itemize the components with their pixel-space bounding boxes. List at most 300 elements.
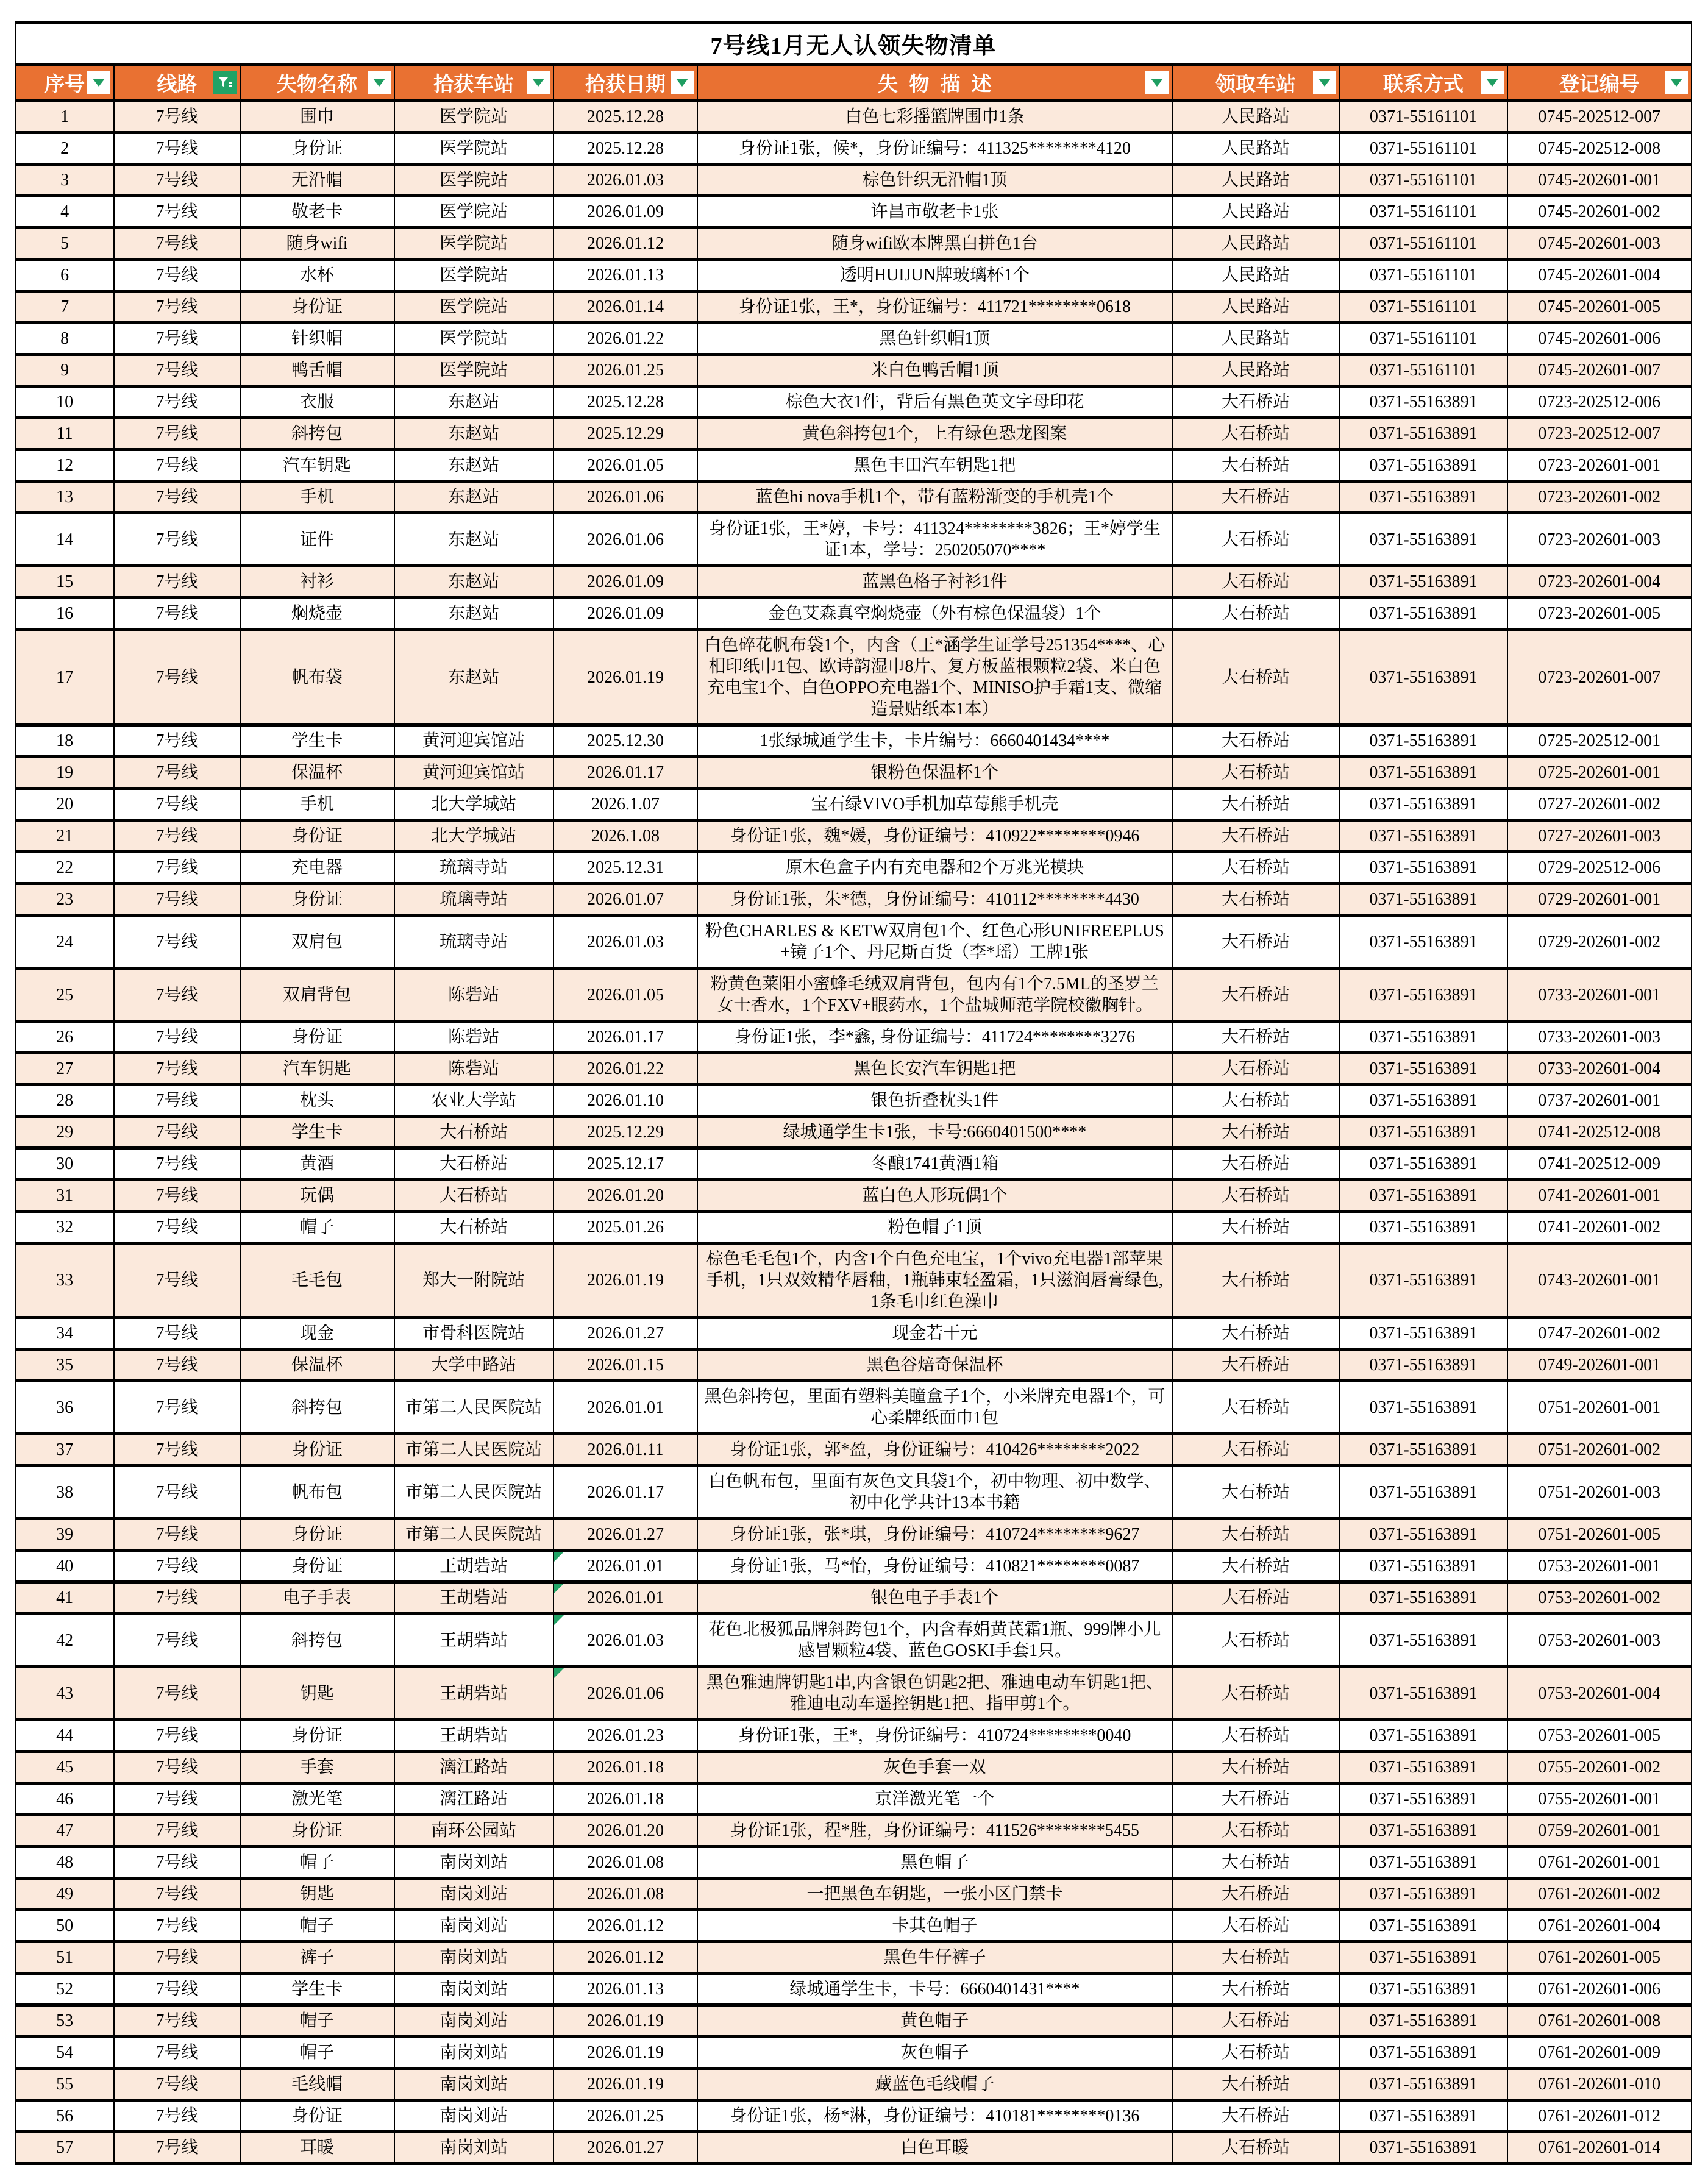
cell-line: 7号线 <box>114 1910 240 1942</box>
cell-serial: 11 <box>15 418 114 450</box>
col-header-registration-no: 登记编号 <box>1507 65 1692 101</box>
cell-registration-no: 0723-202601-003 <box>1507 513 1692 566</box>
cell-found-date: 2026.01.19 <box>553 2005 698 2037</box>
cell-serial: 26 <box>15 1022 114 1053</box>
chevron-down-icon <box>676 79 688 87</box>
lost-items-table <box>15 21 1692 2165</box>
table-row <box>15 133 1692 165</box>
cell-item-name: 学生卡 <box>240 725 394 757</box>
cell-serial: 42 <box>15 1614 114 1667</box>
cell-contact: 0371-55163891 <box>1340 884 1507 915</box>
cell-contact: 0371-55161101 <box>1340 101 1507 133</box>
cell-description: 蓝色hi nova手机1个，带有蓝粉渐变的手机壳1个 <box>697 482 1172 513</box>
cell-item-name: 耳暖 <box>240 2132 394 2164</box>
cell-description: 银粉色保温杯1个 <box>697 757 1172 789</box>
cell-description: 身份证1张，程*胜，身份证编号：411526********5455 <box>697 1815 1172 1847</box>
page-title: 7号线1月无人认领失物清单 <box>710 34 997 59</box>
cell-found-station: 医学院站 <box>394 355 553 386</box>
cell-found-station: 南岗刘站 <box>394 2069 553 2100</box>
cell-contact: 0371-55163891 <box>1340 1667 1507 1720</box>
cell-description: 黄色斜挎包1个，上有绿色恐龙图案 <box>697 418 1172 450</box>
col-header-line: 线路 <box>114 65 240 101</box>
cell-found-date: 2025.12.28 <box>553 101 698 133</box>
cell-description: 花色北极狐品牌斜跨包1个，内含春娟黄芪霜1瓶、999牌小儿感冒颗粒4袋、蓝色GOSKI手套1只。 <box>697 1614 1172 1667</box>
cell-line: 7号线 <box>114 725 240 757</box>
table-row <box>15 1582 1692 1614</box>
cell-item-name: 电子手表 <box>240 1582 394 1614</box>
cell-description: 现金若干元 <box>697 1318 1172 1349</box>
table-row <box>15 1180 1692 1212</box>
cell-contact: 0371-55163891 <box>1340 969 1507 1022</box>
table-row <box>15 2132 1692 2164</box>
cell-description: 白色帆布包，里面有灰色文具袋1个，初中物理、初中数学、初中化学共计13本书籍 <box>697 1466 1172 1519</box>
cell-registration-no: 0761-202601-009 <box>1507 2037 1692 2069</box>
cell-pickup-station: 人民路站 <box>1172 355 1340 386</box>
table-row <box>15 450 1692 482</box>
cell-serial: 44 <box>15 1720 114 1752</box>
cell-line: 7号线 <box>114 884 240 915</box>
cell-item-name: 现金 <box>240 1318 394 1349</box>
cell-registration-no: 0729-202512-006 <box>1507 852 1692 884</box>
cell-item-name: 学生卡 <box>240 1117 394 1148</box>
cell-found-date: 2026.01.03 <box>553 915 698 969</box>
cell-contact: 0371-55163891 <box>1340 1815 1507 1847</box>
cell-contact: 0371-55163891 <box>1340 418 1507 450</box>
cell-description: 一把黑色车钥匙，一张小区门禁卡 <box>697 1879 1172 1910</box>
cell-line: 7号线 <box>114 1117 240 1148</box>
cell-pickup-station: 大石桥站 <box>1172 1815 1340 1847</box>
cell-contact: 0371-55163891 <box>1340 1847 1507 1879</box>
cell-line: 7号线 <box>114 2005 240 2037</box>
cell-found-date: 2025.12.28 <box>553 386 698 418</box>
cell-description: 棕色大衣1件，背后有黑色英文字母印花 <box>697 386 1172 418</box>
col-header-found-date: 拾获日期 <box>553 65 698 101</box>
cell-item-name: 玩偶 <box>240 1180 394 1212</box>
cell-found-date: 2026.01.15 <box>553 1349 698 1381</box>
cell-line: 7号线 <box>114 566 240 598</box>
cell-line: 7号线 <box>114 133 240 165</box>
cell-registration-no: 0727-202601-002 <box>1507 789 1692 820</box>
cell-serial: 30 <box>15 1148 114 1180</box>
cell-contact: 0371-55163891 <box>1340 566 1507 598</box>
cell-line: 7号线 <box>114 196 240 228</box>
cell-registration-no: 0745-202601-006 <box>1507 323 1692 355</box>
title-row <box>15 23 1692 65</box>
cell-serial: 6 <box>15 260 114 291</box>
cell-pickup-station: 大石桥站 <box>1172 1243 1340 1318</box>
cell-found-station: 医学院站 <box>394 228 553 260</box>
cell-line: 7号线 <box>114 1847 240 1879</box>
cell-contact: 0371-55163891 <box>1340 1879 1507 1910</box>
cell-item-name: 帽子 <box>240 1910 394 1942</box>
cell-line: 7号线 <box>114 1783 240 1815</box>
cell-registration-no: 0723-202512-007 <box>1507 418 1692 450</box>
filter-active-line[interactable] <box>213 71 237 94</box>
table-row <box>15 386 1692 418</box>
cell-found-station: 南岗刘站 <box>394 1910 553 1942</box>
filter-dropdown-item-name[interactable] <box>368 71 391 94</box>
cell-pickup-station: 大石桥站 <box>1172 1212 1340 1243</box>
cell-found-station: 东赵站 <box>394 418 553 450</box>
cell-line: 7号线 <box>114 2100 240 2132</box>
cell-pickup-station: 大石桥站 <box>1172 969 1340 1022</box>
col-header-pickup-station: 领取车站 <box>1172 65 1340 101</box>
cell-serial: 8 <box>15 323 114 355</box>
cell-found-station: 大石桥站 <box>394 1117 553 1148</box>
cell-serial: 34 <box>15 1318 114 1349</box>
cell-contact: 0371-55163891 <box>1340 1942 1507 1974</box>
cell-line: 7号线 <box>114 1752 240 1783</box>
chevron-down-icon <box>1151 79 1163 87</box>
cell-line: 7号线 <box>114 165 240 196</box>
filter-dropdown-pickup-station[interactable] <box>1313 71 1336 94</box>
cell-item-name: 身份证 <box>240 2100 394 2132</box>
cell-found-station: 市第二人民医院站 <box>394 1381 553 1434</box>
cell-description: 身份证1张，李*鑫, 身份证编号：411724********3276 <box>697 1022 1172 1053</box>
cell-found-date: 2026.01.20 <box>553 1180 698 1212</box>
cell-found-date: 2026.01.06 <box>553 1667 698 1720</box>
cell-registration-no: 0751-202601-002 <box>1507 1434 1692 1466</box>
cell-description: 金色艾森真空焖烧壶（外有棕色保温袋）1个 <box>697 598 1172 630</box>
cell-serial: 25 <box>15 969 114 1022</box>
cell-serial: 33 <box>15 1243 114 1318</box>
filter-dropdown-registration-no[interactable] <box>1665 71 1688 94</box>
cell-pickup-station: 大石桥站 <box>1172 2132 1340 2164</box>
table-row <box>15 1815 1692 1847</box>
table-row <box>15 165 1692 196</box>
cell-found-station: 南环公园站 <box>394 1815 553 1847</box>
cell-registration-no: 0755-202601-002 <box>1507 1752 1692 1783</box>
cell-found-date: 2026.01.08 <box>553 1879 698 1910</box>
cell-description: 黑色斜挎包，里面有塑料美瞳盒子1个，小米牌充电器1个，可心柔牌纸面巾1包 <box>697 1381 1172 1434</box>
cell-serial: 24 <box>15 915 114 969</box>
table-row <box>15 725 1692 757</box>
cell-item-name: 黄酒 <box>240 1148 394 1180</box>
table-row <box>15 757 1692 789</box>
cell-found-station: 南岗刘站 <box>394 2037 553 2069</box>
cell-item-name: 衣服 <box>240 386 394 418</box>
cell-serial: 22 <box>15 852 114 884</box>
cell-contact: 0371-55163891 <box>1340 1974 1507 2005</box>
cell-serial: 57 <box>15 2132 114 2164</box>
cell-found-date: 2025.12.17 <box>553 1148 698 1180</box>
cell-description: 黑色帽子 <box>697 1847 1172 1879</box>
cell-pickup-station: 大石桥站 <box>1172 1582 1340 1614</box>
cell-found-date: 2026.01.25 <box>553 355 698 386</box>
cell-contact: 0371-55163891 <box>1340 1519 1507 1551</box>
cell-serial: 39 <box>15 1519 114 1551</box>
chevron-down-icon <box>1670 79 1682 87</box>
cell-contact: 0371-55161101 <box>1340 133 1507 165</box>
cell-found-date: 2026.01.27 <box>553 1519 698 1551</box>
cell-registration-no: 0723-202512-006 <box>1507 386 1692 418</box>
table-row <box>15 820 1692 852</box>
cell-found-date: 2026.01.12 <box>553 1910 698 1942</box>
cell-item-name: 衬衫 <box>240 566 394 598</box>
cell-line: 7号线 <box>114 915 240 969</box>
cell-found-station: 大石桥站 <box>394 1148 553 1180</box>
table-row <box>15 1847 1692 1879</box>
cell-description: 随身wifi欧本牌黑白拼色1台 <box>697 228 1172 260</box>
cell-registration-no: 0761-202601-005 <box>1507 1942 1692 1974</box>
cell-line: 7号线 <box>114 1879 240 1910</box>
cell-registration-no: 0729-202601-002 <box>1507 915 1692 969</box>
cell-item-name: 毛毛包 <box>240 1243 394 1318</box>
cell-line: 7号线 <box>114 1022 240 1053</box>
cell-found-station: 市骨科医院站 <box>394 1318 553 1349</box>
chevron-down-icon <box>1318 79 1331 87</box>
cell-found-station: 南岗刘站 <box>394 2005 553 2037</box>
cell-contact: 0371-55161101 <box>1340 228 1507 260</box>
cell-serial: 14 <box>15 513 114 566</box>
cell-registration-no: 0753-202601-001 <box>1507 1551 1692 1582</box>
cell-contact: 0371-55163891 <box>1340 2005 1507 2037</box>
cell-description: 宝石绿VIVO手机加草莓熊手机壳 <box>697 789 1172 820</box>
cell-contact: 0371-55161101 <box>1340 260 1507 291</box>
cell-pickup-station: 大石桥站 <box>1172 1910 1340 1942</box>
cell-contact: 0371-55163891 <box>1340 598 1507 630</box>
cell-description: 原木色盒子内有充电器和2个万兆光模块 <box>697 852 1172 884</box>
cell-found-date: 2026.01.06 <box>553 482 698 513</box>
cell-found-station: 大石桥站 <box>394 1212 553 1243</box>
cell-registration-no: 0733-202601-004 <box>1507 1053 1692 1085</box>
cell-found-station: 南岗刘站 <box>394 2100 553 2132</box>
cell-found-date: 2026.01.05 <box>553 450 698 482</box>
table-row <box>15 1720 1692 1752</box>
cell-serial: 17 <box>15 630 114 725</box>
cell-found-date: 2026.01.25 <box>553 2100 698 2132</box>
table-row <box>15 1212 1692 1243</box>
cell-line: 7号线 <box>114 1381 240 1434</box>
cell-pickup-station: 大石桥站 <box>1172 1349 1340 1381</box>
cell-registration-no: 0753-202601-005 <box>1507 1720 1692 1752</box>
table-row <box>15 2100 1692 2132</box>
cell-found-station: 黄河迎宾馆站 <box>394 757 553 789</box>
cell-pickup-station: 大石桥站 <box>1172 1519 1340 1551</box>
cell-found-date: 2026.1.07 <box>553 789 698 820</box>
table-row <box>15 2037 1692 2069</box>
cell-contact: 0371-55163891 <box>1340 1318 1507 1349</box>
cell-description: 粉黄色莱阳小蜜蜂毛绒双肩背包，包内有1个7.5ML的圣罗兰女士香水，1个FXV+眼药水，1个盐城师范学院校徽胸针。 <box>697 969 1172 1022</box>
funnel-icon <box>216 74 233 91</box>
cell-description: 身份证1张，王*，身份证编号：411721********0618 <box>697 291 1172 323</box>
cell-description: 透明HUIJUN牌玻璃杯1个 <box>697 260 1172 291</box>
cell-item-name: 身份证 <box>240 1551 394 1582</box>
table-row <box>15 260 1692 291</box>
cell-item-name: 无沿帽 <box>240 165 394 196</box>
cell-found-date: 2026.01.27 <box>553 2132 698 2164</box>
cell-contact: 0371-55163891 <box>1340 482 1507 513</box>
cell-registration-no: 0737-202601-001 <box>1507 1085 1692 1117</box>
cell-pickup-station: 人民路站 <box>1172 101 1340 133</box>
cell-found-date: 2026.01.13 <box>553 260 698 291</box>
cell-pickup-station: 大石桥站 <box>1172 513 1340 566</box>
cell-description: 绿城通学生卡1张，卡号:6660401500**** <box>697 1117 1172 1148</box>
cell-found-date: 2025.01.26 <box>553 1212 698 1243</box>
cell-found-station: 琉璃寺站 <box>394 915 553 969</box>
cell-found-station: 漓江路站 <box>394 1752 553 1783</box>
filter-dropdown-found-date[interactable] <box>671 71 694 94</box>
cell-item-name: 钥匙 <box>240 1667 394 1720</box>
cell-pickup-station: 大石桥站 <box>1172 1180 1340 1212</box>
cell-item-name: 保温杯 <box>240 1349 394 1381</box>
cell-item-name: 随身wifi <box>240 228 394 260</box>
cell-found-date: 2026.01.03 <box>553 1614 698 1667</box>
cell-line: 7号线 <box>114 1942 240 1974</box>
cell-serial: 52 <box>15 1974 114 2005</box>
cell-serial: 3 <box>15 165 114 196</box>
cell-line: 7号线 <box>114 1434 240 1466</box>
cell-item-name: 身份证 <box>240 1519 394 1551</box>
cell-found-station: 陈砦站 <box>394 969 553 1022</box>
filter-dropdown-contact[interactable] <box>1481 71 1504 94</box>
cell-serial: 50 <box>15 1910 114 1942</box>
cell-description: 身份证1张，朱*德，身份证编号：410112********4430 <box>697 884 1172 915</box>
cell-description: 白色耳暖 <box>697 2132 1172 2164</box>
cell-contact: 0371-55163891 <box>1340 450 1507 482</box>
cell-registration-no: 0745-202601-007 <box>1507 355 1692 386</box>
cell-serial: 36 <box>15 1381 114 1434</box>
filter-dropdown-found-station[interactable] <box>527 71 550 94</box>
cell-description: 身份证1张，张*琪，身份证编号：410724********9627 <box>697 1519 1172 1551</box>
cell-serial: 29 <box>15 1117 114 1148</box>
cell-description: 粉色CHARLES & KETW双肩包1个、红色心形UNIFREEPLUS+镜子1个、丹尼斯百货（李*瑶）工牌1张 <box>697 915 1172 969</box>
cell-item-name: 手机 <box>240 482 394 513</box>
table-row <box>15 1879 1692 1910</box>
cell-pickup-station: 大石桥站 <box>1172 852 1340 884</box>
cell-contact: 0371-55163891 <box>1340 1085 1507 1117</box>
cell-contact: 0371-55163891 <box>1340 1614 1507 1667</box>
cell-registration-no: 0749-202601-001 <box>1507 1349 1692 1381</box>
cell-contact: 0371-55163891 <box>1340 1243 1507 1318</box>
cell-serial: 16 <box>15 598 114 630</box>
cell-description: 白色碎花帆布袋1个，内含（王*涵学生证学号251354****、心相印纸巾1包、欧诗韵湿巾8片、复方板蓝根颗粒2袋、米白色充电宝1个、白色OPPO充电器1个、MINISO护手霜1支、微缩造景贴纸本1本） <box>697 630 1172 725</box>
cell-item-name: 斜挎包 <box>240 1614 394 1667</box>
cell-description: 银色折叠枕头1件 <box>697 1085 1172 1117</box>
cell-found-date: 2026.01.12 <box>553 1942 698 1974</box>
cell-found-station: 医学院站 <box>394 133 553 165</box>
cell-found-station: 东赵站 <box>394 386 553 418</box>
cell-registration-no: 0761-202601-004 <box>1507 1910 1692 1942</box>
cell-pickup-station: 大石桥站 <box>1172 1466 1340 1519</box>
cell-contact: 0371-55163891 <box>1340 1381 1507 1434</box>
cell-found-station: 大学中路站 <box>394 1349 553 1381</box>
cell-registration-no: 0747-202601-002 <box>1507 1318 1692 1349</box>
cell-registration-no: 0723-202601-002 <box>1507 482 1692 513</box>
cell-description: 冬酿1741黄酒1箱 <box>697 1148 1172 1180</box>
cell-registration-no: 0753-202601-004 <box>1507 1667 1692 1720</box>
cell-serial: 40 <box>15 1551 114 1582</box>
cell-contact: 0371-55161101 <box>1340 355 1507 386</box>
cell-found-date: 2026.01.06 <box>553 513 698 566</box>
cell-contact: 0371-55163891 <box>1340 1349 1507 1381</box>
cell-pickup-station: 大石桥站 <box>1172 630 1340 725</box>
cell-line: 7号线 <box>114 101 240 133</box>
cell-pickup-station: 大石桥站 <box>1172 1783 1340 1815</box>
cell-found-date: 2026.01.18 <box>553 1783 698 1815</box>
cell-serial: 9 <box>15 355 114 386</box>
cell-serial: 1 <box>15 101 114 133</box>
cell-pickup-station: 大石桥站 <box>1172 1117 1340 1148</box>
col-header-item-name: 失物名称 <box>240 65 394 101</box>
cell-found-date: 2026.01.22 <box>553 1053 698 1085</box>
cell-item-name: 水杯 <box>240 260 394 291</box>
cell-found-date: 2026.01.08 <box>553 1847 698 1879</box>
cell-description: 1张绿城通学生卡，卡片编号：6660401434**** <box>697 725 1172 757</box>
cell-contact: 0371-55163891 <box>1340 915 1507 969</box>
cell-line: 7号线 <box>114 820 240 852</box>
cell-description: 灰色手套一双 <box>697 1752 1172 1783</box>
table-row <box>15 630 1692 725</box>
table-row <box>15 2005 1692 2037</box>
cell-line: 7号线 <box>114 1551 240 1582</box>
cell-registration-no: 0741-202601-002 <box>1507 1212 1692 1243</box>
cell-line: 7号线 <box>114 355 240 386</box>
cell-line: 7号线 <box>114 852 240 884</box>
cell-pickup-station: 大石桥站 <box>1172 1551 1340 1582</box>
col-header-contact: 联系方式 <box>1340 65 1507 101</box>
table-row <box>15 196 1692 228</box>
cell-contact: 0371-55163891 <box>1340 2100 1507 2132</box>
cell-found-station: 农业大学站 <box>394 1085 553 1117</box>
cell-item-name: 敬老卡 <box>240 196 394 228</box>
cell-item-name: 汽车钥匙 <box>240 450 394 482</box>
cell-found-station: 南岗刘站 <box>394 1879 553 1910</box>
cell-registration-no: 0725-202512-001 <box>1507 725 1692 757</box>
cell-contact: 0371-55163891 <box>1340 820 1507 852</box>
table-row <box>15 323 1692 355</box>
cell-serial: 56 <box>15 2100 114 2132</box>
cell-registration-no: 0745-202601-002 <box>1507 196 1692 228</box>
cell-contact: 0371-55163891 <box>1340 1212 1507 1243</box>
cell-serial: 32 <box>15 1212 114 1243</box>
cell-found-date: 2026.01.17 <box>553 757 698 789</box>
filter-dropdown-description[interactable] <box>1145 71 1169 94</box>
table-row <box>15 1022 1692 1053</box>
cell-registration-no: 0729-202601-001 <box>1507 884 1692 915</box>
cell-registration-no: 0753-202601-002 <box>1507 1582 1692 1614</box>
cell-found-date: 2026.01.19 <box>553 2069 698 2100</box>
cell-found-date: 2026.01.09 <box>553 566 698 598</box>
cell-item-name: 帆布袋 <box>240 630 394 725</box>
cell-line: 7号线 <box>114 260 240 291</box>
cell-contact: 0371-55163891 <box>1340 2132 1507 2164</box>
cell-serial: 2 <box>15 133 114 165</box>
cell-found-station: 郑大一附院站 <box>394 1243 553 1318</box>
cell-serial: 19 <box>15 757 114 789</box>
cell-registration-no: 0741-202601-001 <box>1507 1180 1692 1212</box>
cell-line: 7号线 <box>114 323 240 355</box>
cell-found-station: 南岗刘站 <box>394 1847 553 1879</box>
cell-pickup-station: 大石桥站 <box>1172 2100 1340 2132</box>
cell-item-name: 身份证 <box>240 820 394 852</box>
cell-serial: 35 <box>15 1349 114 1381</box>
cell-pickup-station: 大石桥站 <box>1172 2005 1340 2037</box>
cell-item-name: 身份证 <box>240 1022 394 1053</box>
cell-registration-no: 0753-202601-003 <box>1507 1614 1692 1667</box>
cell-line: 7号线 <box>114 1582 240 1614</box>
cell-found-station: 南岗刘站 <box>394 1974 553 2005</box>
cell-found-station: 王胡砦站 <box>394 1551 553 1582</box>
cell-description: 黄色帽子 <box>697 2005 1172 2037</box>
cell-description: 白色七彩摇篮牌围巾1条 <box>697 101 1172 133</box>
filter-dropdown-serial[interactable] <box>87 71 110 94</box>
cell-contact: 0371-55163891 <box>1340 1783 1507 1815</box>
cell-contact: 0371-55163891 <box>1340 1466 1507 1519</box>
cell-pickup-station: 大石桥站 <box>1172 725 1340 757</box>
cell-line: 7号线 <box>114 598 240 630</box>
cell-pickup-station: 大石桥站 <box>1172 1847 1340 1879</box>
